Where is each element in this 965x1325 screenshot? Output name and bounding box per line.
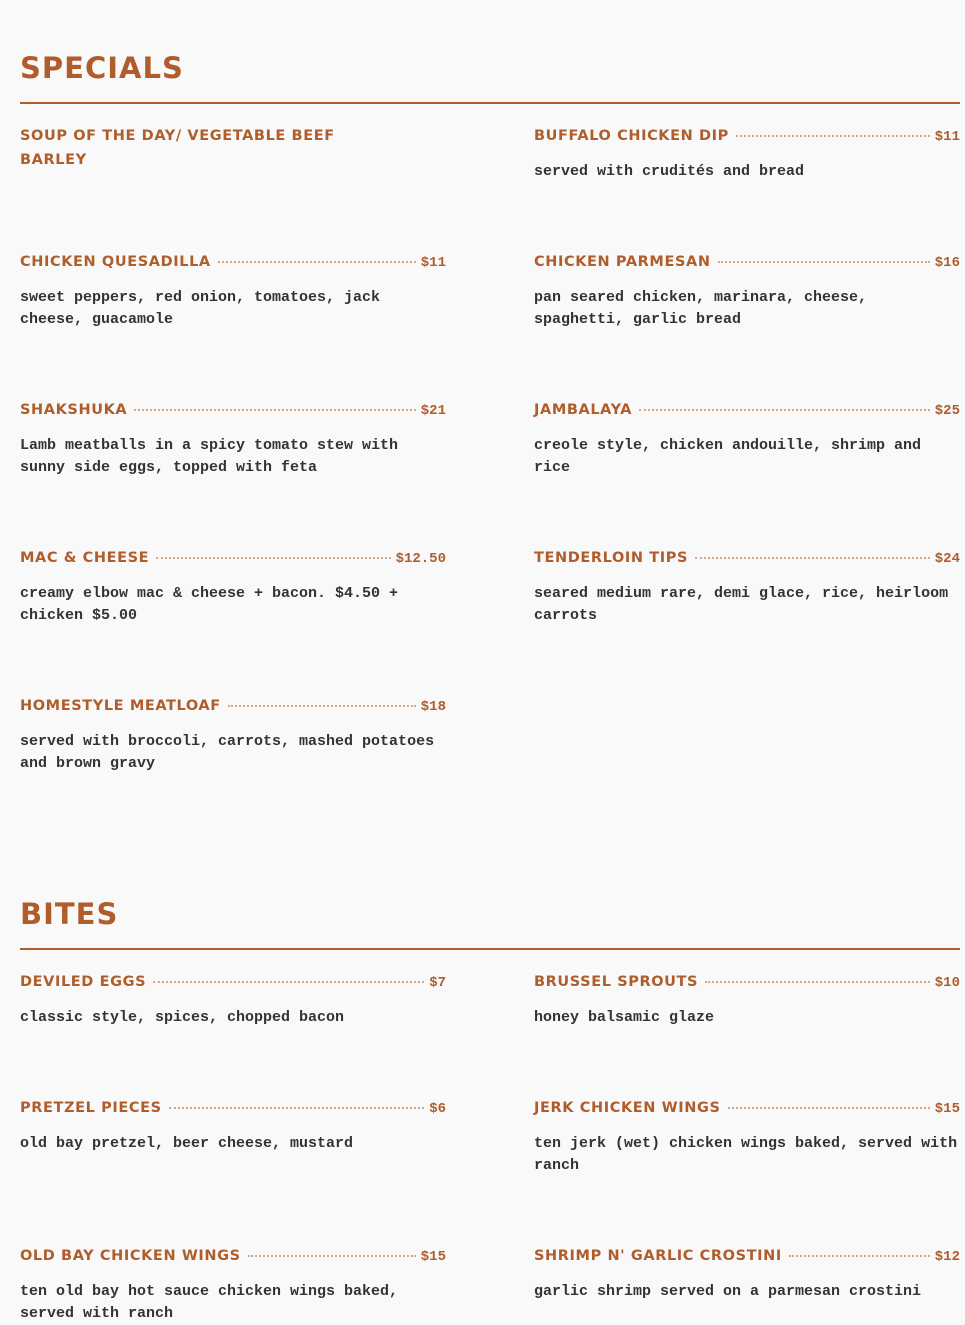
dot-leader <box>728 1107 930 1109</box>
menu-item-mac-and-cheese <box>20 548 446 627</box>
dot-leader <box>134 409 416 411</box>
specials-section <box>20 0 960 840</box>
bites-section <box>20 846 960 1322</box>
menu-item-description: creole style, chicken andouille, shrimp and rice <box>534 437 922 476</box>
menu-item-pretzel-pieces <box>20 1098 446 1155</box>
menu-item-price: $16 <box>934 255 960 271</box>
menu-item-header <box>534 126 960 146</box>
menu-item-description: seared medium rare, demi glace, rice, heirloom carrots <box>534 585 949 624</box>
menu-item-header <box>20 696 446 716</box>
menu-item-header <box>534 972 960 992</box>
dot-leader <box>718 261 930 263</box>
menu-item-name: SHRIMP N' GARLIC CROSTINI <box>534 1248 782 1264</box>
dot-leader <box>156 557 390 559</box>
menu-item-name: JAMBALAYA <box>534 402 633 418</box>
menu-item-homestyle-meatloaf <box>20 696 446 775</box>
menu-item-price: $21 <box>420 403 446 419</box>
menu-item-price: $18 <box>420 699 446 715</box>
menu-item-price: $6 <box>429 1101 446 1117</box>
menu-item-header <box>534 400 960 420</box>
menu-item-name: MAC & CHEESE <box>20 550 150 566</box>
menu-item-price: $15 <box>420 1249 446 1265</box>
menu-item-header <box>20 1246 446 1266</box>
menu-item-description: ten old bay hot sauce chicken wings baked, served with ranch <box>20 1283 399 1322</box>
menu-item-description: creamy elbow mac & cheese + bacon. $4.50 + chicken $5.00 <box>20 585 399 624</box>
menu-item-price: $7 <box>429 975 446 991</box>
menu-item-tenderloin-tips <box>534 548 960 627</box>
dot-leader <box>705 981 930 983</box>
menu-item-header <box>534 1098 960 1118</box>
menu-item-description: classic style, spices, chopped bacon <box>20 1009 345 1026</box>
menu-item-old-bay-chicken-wings <box>20 1246 446 1325</box>
menu-item-name: BUFFALO CHICKEN DIP <box>534 128 729 144</box>
menu-item-name: HOMESTYLE MEATLOAF <box>20 698 221 714</box>
menu-item-description: Lamb meatballs in a spicy tomato stew with sunny side eggs, topped with feta <box>20 437 399 476</box>
menu-item-price: $11 <box>420 255 446 271</box>
menu-item-description: ten jerk (wet) chicken wings baked, served with ranch <box>534 1135 958 1174</box>
menu-item-name: CHICKEN QUESADILLA <box>20 254 211 270</box>
dot-leader <box>248 1255 416 1257</box>
menu-item-buffalo-chicken-dip <box>534 126 960 183</box>
menu-item-description: honey balsamic glaze <box>534 1009 715 1026</box>
menu-item-header <box>20 252 446 272</box>
menu-item-price: $12.50 <box>395 551 446 567</box>
menu-item-price: $24 <box>934 551 960 567</box>
dot-leader <box>736 135 930 137</box>
menu-item-deviled-eggs <box>20 972 446 1029</box>
menu-item-soup <box>20 124 446 172</box>
menu-item-price: $10 <box>934 975 960 991</box>
menu-item-name: DEVILED EGGS <box>20 974 147 990</box>
menu-item-shakshuka <box>20 400 446 479</box>
menu-item-description: pan seared chicken, marinara, cheese, spaghetti, garlic bread <box>534 289 868 328</box>
menu-item-chicken-parmesan <box>534 252 960 331</box>
menu-item-header <box>20 548 446 568</box>
dot-leader <box>153 981 424 983</box>
menu-item-jambalaya <box>534 400 960 479</box>
menu-item-name: CHICKEN PARMESAN <box>534 254 711 270</box>
menu-item-description: sweet peppers, red onion, tomatoes, jack cheese, guacamole <box>20 289 381 328</box>
menu-item-shrimp-garlic-crostini <box>534 1246 960 1303</box>
menu-item-brussel-sprouts <box>534 972 960 1029</box>
dot-leader <box>169 1107 425 1109</box>
specials-divider <box>20 102 960 104</box>
menu-item-name: JERK CHICKEN WINGS <box>534 1100 721 1116</box>
menu-item-header <box>534 252 960 272</box>
menu-item-name: SOUP OF THE DAY/ VEGETABLE BEEF BARLEY <box>20 128 335 168</box>
menu-item-header <box>20 1098 446 1118</box>
menu-item-header <box>20 400 446 420</box>
menu-item-description: old bay pretzel, beer cheese, mustard <box>20 1135 354 1152</box>
menu-item-name: SHAKSHUKA <box>20 402 128 418</box>
menu-item-name: BRUSSEL SPROUTS <box>534 974 699 990</box>
menu-item-description: served with broccoli, carrots, mashed potatoes and brown gravy <box>20 733 435 772</box>
menu-item-price: $15 <box>934 1101 960 1117</box>
dot-leader <box>218 261 416 263</box>
menu-item-price: $25 <box>934 403 960 419</box>
menu-item-description: served with crudités and bread <box>534 163 805 180</box>
dot-leader <box>639 409 930 411</box>
menu-item-name: TENDERLOIN TIPS <box>534 550 689 566</box>
bites-heading: BITES <box>20 897 119 931</box>
specials-heading: SPECIALS <box>20 51 184 85</box>
menu-item-header <box>20 972 446 992</box>
menu-item-price: $12 <box>934 1249 960 1265</box>
menu-item-name: OLD BAY CHICKEN WINGS <box>20 1248 241 1264</box>
bites-divider <box>20 948 960 950</box>
menu-item-description: garlic shrimp served on a parmesan crostini <box>534 1283 922 1300</box>
dot-leader <box>228 705 416 707</box>
menu-item-header <box>534 548 960 568</box>
menu-item-chicken-quesadilla <box>20 252 446 331</box>
dot-leader <box>695 557 930 559</box>
menu-item-jerk-chicken-wings <box>534 1098 960 1177</box>
menu-item-price: $11 <box>934 129 960 145</box>
dot-leader <box>789 1255 930 1257</box>
menu-item-name: PRETZEL PIECES <box>20 1100 162 1116</box>
menu-item-header <box>534 1246 960 1266</box>
